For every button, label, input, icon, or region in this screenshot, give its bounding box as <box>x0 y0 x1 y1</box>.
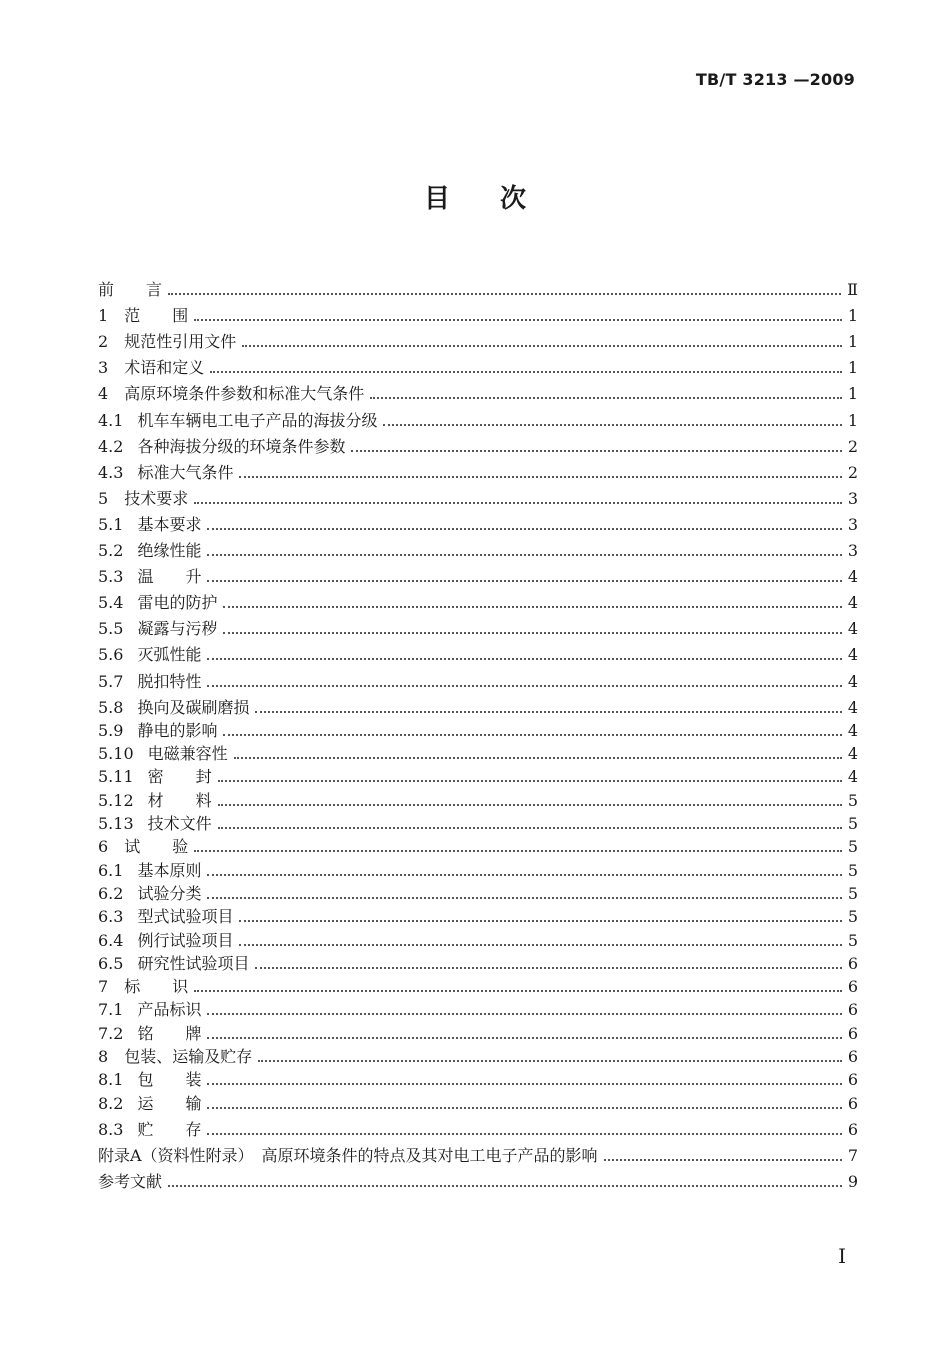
toc-entry-title: 包装、运输及贮存 <box>124 1047 253 1067</box>
dot-leader <box>207 554 841 556</box>
toc-entry-page: 1 <box>847 410 858 430</box>
toc-entry-page: 4 <box>847 593 858 613</box>
dot-leader <box>604 1159 842 1161</box>
toc-entry[interactable] <box>98 1140 858 1166</box>
toc-entry-title: 密 封 <box>147 767 212 787</box>
toc-entry[interactable] <box>98 881 858 904</box>
dot-leader <box>207 685 841 687</box>
toc-entry-number: 8.3 <box>98 1119 124 1139</box>
toc-entry-title: 包 装 <box>137 1070 202 1090</box>
dot-leader <box>239 920 841 922</box>
toc-entry[interactable] <box>98 639 858 665</box>
toc-entry-page: 4 <box>847 567 858 587</box>
dot-leader <box>207 1083 841 1085</box>
toc-entry[interactable] <box>98 326 858 352</box>
toc-entry-title: 铭 牌 <box>137 1023 202 1043</box>
toc-entry-number: 5.1 <box>98 514 124 534</box>
toc-entry-number: 5.7 <box>98 671 124 691</box>
toc-entry[interactable] <box>98 927 858 950</box>
toc-entry-page: 1 <box>847 332 858 352</box>
toc-entry-title: 试 验 <box>124 837 189 857</box>
toc-entry[interactable] <box>98 587 858 613</box>
toc-entry-number: 5.4 <box>98 593 124 613</box>
toc-entry-title: 技术要求 <box>124 488 189 508</box>
dot-leader <box>383 424 841 426</box>
toc-entry-title: 运 输 <box>137 1093 202 1113</box>
dot-leader <box>207 528 841 530</box>
dot-leader <box>194 990 842 992</box>
toc-entry[interactable] <box>98 904 858 927</box>
toc-entry[interactable] <box>98 764 858 787</box>
toc-entry-title: 规范性引用文件 <box>124 332 237 352</box>
toc-entry-number: 5 <box>98 488 109 508</box>
toc-entry[interactable] <box>98 834 858 857</box>
toc-entry-title: 材 料 <box>147 790 212 810</box>
toc-entry-page: 1 <box>847 384 858 404</box>
toc-entry[interactable] <box>98 997 858 1020</box>
toc-entry[interactable] <box>98 274 858 300</box>
toc-entry[interactable] <box>98 787 858 810</box>
toc-entry[interactable] <box>98 483 858 509</box>
toc-entry-title: 绝缘性能 <box>137 541 202 561</box>
dot-leader <box>207 658 841 660</box>
dot-leader <box>194 502 842 504</box>
toc-entry-title: 换向及碳刷磨损 <box>137 697 250 717</box>
toc-entry-title: 试验分类 <box>137 883 202 903</box>
toc-entry-title: 产品标识 <box>137 1000 202 1020</box>
toc-entry-page: 6 <box>847 1070 858 1090</box>
toc-entry-number: 5.12 <box>98 790 134 810</box>
toc-entry[interactable] <box>98 613 858 639</box>
toc-entry-title: 贮 存 <box>137 1119 202 1139</box>
toc-entry[interactable] <box>98 431 858 457</box>
toc-entry[interactable] <box>98 404 858 430</box>
toc-entry-number: 5.5 <box>98 619 124 639</box>
dot-leader <box>242 345 842 347</box>
toc-entry[interactable] <box>98 741 858 764</box>
toc-entry-title: 前 言 <box>98 280 163 300</box>
toc-entry[interactable] <box>98 718 858 741</box>
toc-entry-number: 7.1 <box>98 1000 124 1020</box>
toc-entry-number: 6.5 <box>98 953 124 973</box>
toc-entry-page: 1 <box>847 306 858 326</box>
toc-entry-page: 5 <box>847 930 858 950</box>
dot-leader <box>207 1013 841 1015</box>
toc-entry[interactable] <box>98 951 858 974</box>
dot-leader <box>255 967 841 969</box>
dot-leader <box>351 450 841 452</box>
dot-leader <box>207 874 841 876</box>
toc-entry-page: 6 <box>847 1023 858 1043</box>
toc-entry-title: 范 围 <box>124 306 189 326</box>
dot-leader <box>223 632 841 634</box>
toc-entry-page: 6 <box>847 1093 858 1113</box>
toc-entry-page: 9 <box>847 1171 858 1191</box>
toc-entry-number: 7.2 <box>98 1023 124 1043</box>
toc-entry-page: 6 <box>847 977 858 997</box>
toc-entry-number: 2 <box>98 332 109 352</box>
toc-entry-number: 4.1 <box>98 410 124 430</box>
toc-entry[interactable] <box>98 1067 858 1090</box>
toc-entry-title: 电磁兼容性 <box>147 744 228 764</box>
toc-entry[interactable] <box>98 857 858 880</box>
toc-entry-number: 4.3 <box>98 462 124 482</box>
toc-entry-number: 6.2 <box>98 883 124 903</box>
toc-entry-page: 2 <box>847 462 858 482</box>
toc-entry-number: 5.13 <box>98 814 134 834</box>
toc-entry-title: 附录A（资料性附录） 高原环境条件的特点及其对电工电子产品的影响 <box>98 1145 598 1165</box>
toc-entry-title: 基本要求 <box>137 514 202 534</box>
toc-entry-title: 标准大气条件 <box>137 462 234 482</box>
toc-entry-title: 技术文件 <box>147 814 212 834</box>
page-number: I <box>838 1244 846 1268</box>
toc-entry-number: 7 <box>98 977 109 997</box>
dot-leader <box>218 780 842 782</box>
toc-entry-page: 5 <box>847 837 858 857</box>
document-code: TB/T 3213 —2009 <box>695 70 855 89</box>
toc-entry-number: 3 <box>98 358 109 378</box>
dot-leader <box>370 397 842 399</box>
toc-entry[interactable] <box>98 535 858 561</box>
dot-leader <box>168 1185 842 1187</box>
toc-entry-title: 研究性试验项目 <box>137 953 250 973</box>
toc-entry-page: 4 <box>847 645 858 665</box>
toc-entry[interactable] <box>98 811 858 834</box>
toc-entry-number: 4.2 <box>98 436 124 456</box>
toc-entry-page: Ⅱ <box>847 280 858 300</box>
toc-entry-number: 5.8 <box>98 697 124 717</box>
toc-entry[interactable] <box>98 1114 858 1140</box>
dot-leader <box>207 897 841 899</box>
toc-entry-page: 3 <box>847 541 858 561</box>
toc-entry-page: 4 <box>847 697 858 717</box>
toc-entry-page: 2 <box>847 436 858 456</box>
toc-entry-number: 6.3 <box>98 907 124 927</box>
toc-entry-page: 5 <box>847 883 858 903</box>
toc-entry[interactable] <box>98 457 858 483</box>
dot-leader <box>210 371 842 373</box>
toc-entry-number: 6.4 <box>98 930 124 950</box>
toc-entry[interactable] <box>98 1020 858 1043</box>
toc-entry[interactable] <box>98 378 858 404</box>
toc-entry[interactable] <box>98 692 858 718</box>
dot-leader <box>218 804 842 806</box>
toc-entry[interactable] <box>98 1090 858 1113</box>
toc-entry-number: 5.3 <box>98 567 124 587</box>
dot-leader <box>239 476 841 478</box>
toc-entry-page: 3 <box>847 488 858 508</box>
toc-entry[interactable] <box>98 561 858 587</box>
toc-entry[interactable] <box>98 665 858 691</box>
toc-entry-title: 术语和定义 <box>124 358 205 378</box>
toc-entry-page: 6 <box>847 953 858 973</box>
toc-entry-page: 7 <box>847 1145 858 1165</box>
toc-entry-title: 标 识 <box>124 977 189 997</box>
toc-entry-page: 4 <box>847 720 858 740</box>
dot-leader <box>255 711 841 713</box>
dot-leader <box>223 734 841 736</box>
toc-entry-number: 5.11 <box>98 767 134 787</box>
toc-entry-number: 5.2 <box>98 541 124 561</box>
toc-entry-title: 温 升 <box>137 567 202 587</box>
dot-leader <box>194 319 842 321</box>
dot-leader <box>207 580 841 582</box>
toc-entry-page: 5 <box>847 814 858 834</box>
dot-leader <box>207 1107 841 1109</box>
dot-leader <box>207 1037 841 1039</box>
toc-entry[interactable] <box>98 509 858 535</box>
dot-leader <box>168 293 841 295</box>
table-of-contents <box>98 274 858 1192</box>
toc-entry-number: 5.9 <box>98 720 124 740</box>
toc-entry-number: 6 <box>98 837 109 857</box>
toc-entry-title: 雷电的防护 <box>137 593 218 613</box>
toc-entry[interactable] <box>98 974 858 997</box>
toc-entry-number: 8 <box>98 1047 109 1067</box>
toc-entry-title: 高原环境条件参数和标准大气条件 <box>124 384 365 404</box>
dot-leader <box>223 606 841 608</box>
toc-entry-page: 4 <box>847 744 858 764</box>
toc-entry-title: 基本原则 <box>137 860 202 880</box>
page-title: 目次 <box>423 184 576 214</box>
dot-leader <box>258 1060 842 1062</box>
dot-leader <box>234 757 842 759</box>
toc-entry-number: 6.1 <box>98 860 124 880</box>
toc-entry-number: 5.10 <box>98 744 134 764</box>
toc-entry-page: 4 <box>847 619 858 639</box>
toc-entry-number: 8.1 <box>98 1070 124 1090</box>
toc-entry-title: 型式试验项目 <box>137 907 234 927</box>
toc-entry-title: 参考文献 <box>98 1171 163 1191</box>
toc-entry-page: 1 <box>847 358 858 378</box>
dot-leader <box>207 1133 841 1135</box>
toc-entry-number: 4 <box>98 384 109 404</box>
toc-entry[interactable] <box>98 352 858 378</box>
toc-entry-page: 6 <box>847 1047 858 1067</box>
toc-entry-title: 脱扣特性 <box>137 671 202 691</box>
toc-entry-page: 6 <box>847 1119 858 1139</box>
toc-entry-title: 静电的影响 <box>137 720 218 740</box>
dot-leader <box>239 944 841 946</box>
dot-leader <box>218 827 842 829</box>
toc-entry-page: 5 <box>847 860 858 880</box>
dot-leader <box>194 850 842 852</box>
toc-entry-number: 5.6 <box>98 645 124 665</box>
toc-entry[interactable] <box>98 1166 858 1192</box>
toc-entry-title: 各种海拔分级的环境条件参数 <box>137 436 346 456</box>
toc-entry-title: 凝露与污秽 <box>137 619 218 639</box>
toc-entry-page: 6 <box>847 1000 858 1020</box>
toc-entry-number: 1 <box>98 306 109 326</box>
toc-entry-page: 4 <box>847 767 858 787</box>
toc-entry-number: 8.2 <box>98 1093 124 1113</box>
toc-entry[interactable] <box>98 300 858 326</box>
toc-entry-title: 机车车辆电工电子产品的海拔分级 <box>137 410 378 430</box>
toc-entry[interactable] <box>98 1044 858 1067</box>
toc-entry-page: 4 <box>847 671 858 691</box>
toc-entry-page: 3 <box>847 514 858 534</box>
toc-entry-title: 例行试验项目 <box>137 930 234 950</box>
toc-entry-page: 5 <box>847 790 858 810</box>
toc-entry-page: 5 <box>847 907 858 927</box>
toc-entry-title: 灭弧性能 <box>137 645 202 665</box>
